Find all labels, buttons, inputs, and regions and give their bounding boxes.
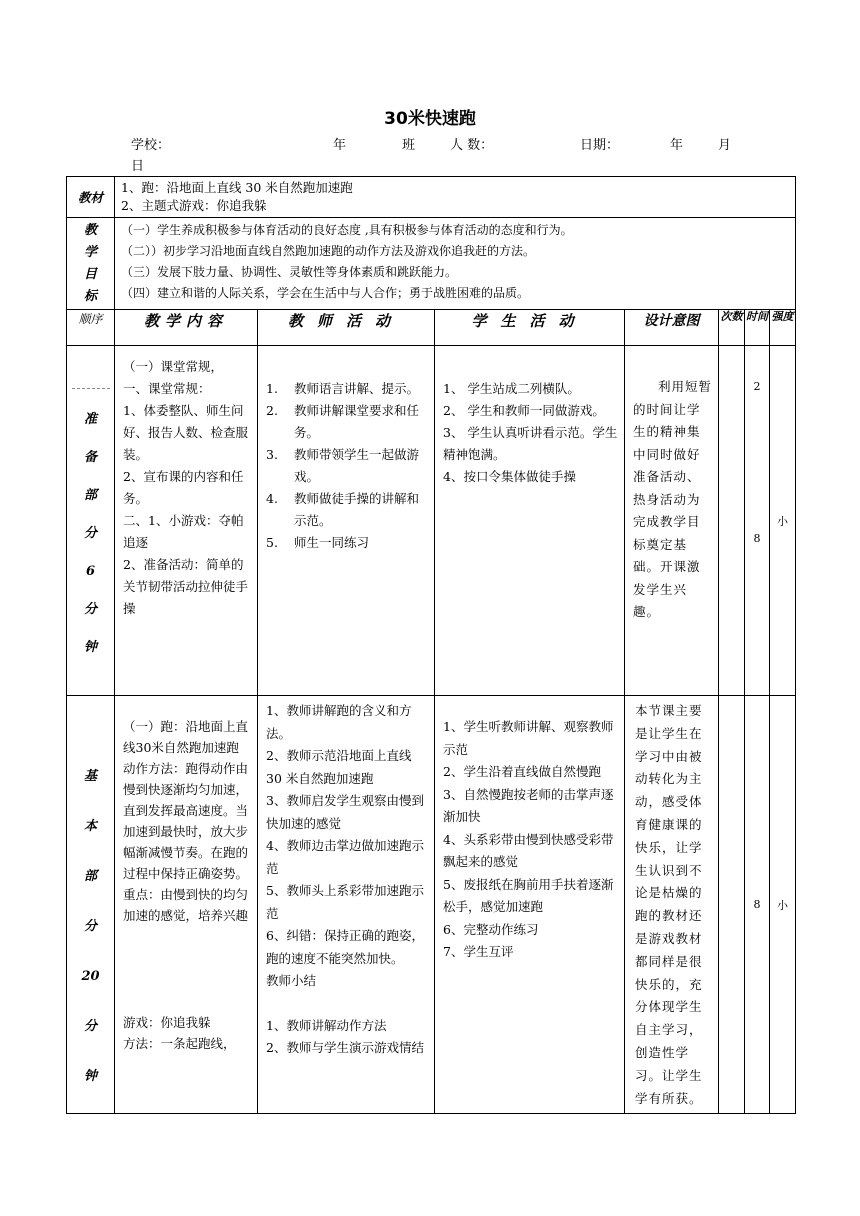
basic-design: 本节课主要是让学生在学习中由被动转化为主动，感受体育健康课的快乐，让学生认识到不论是枯燥的跑的教材还是游戏教材都同样是很快乐的，充分体现学生自主学习，创造性学习。让学生学有所获。 <box>625 696 719 1114</box>
prep-label-char: 准 <box>83 412 97 427</box>
goals-row <box>67 218 796 310</box>
basic-label-char: 部 <box>83 869 97 884</box>
decorative-mark <box>72 388 110 393</box>
header-content: 教学内容 <box>115 310 258 346</box>
prep-design: 利用短暂的时间让学生的精神集中同时做好准备活动、热身活动为完成教学目标奠定基础。开课激发学生兴趣。 <box>625 346 719 696</box>
year-label: 年 <box>670 138 684 153</box>
goals-cell <box>115 218 796 310</box>
prep-content-line: 二、1、小游戏：夺帕追逐 <box>123 513 244 550</box>
prep-label-char: 备 <box>83 450 97 465</box>
prep-label-char: 分 <box>83 602 97 617</box>
header-order: 顺序 <box>67 310 115 346</box>
basic-student-line: 7、学生互评 <box>443 944 514 959</box>
prep-content-line: 1、体委整队、师生问好、报告人数、检查服装。 <box>123 403 249 462</box>
basic-teacher-line <box>266 993 428 1015</box>
goal-line: （一）学生养成积极参与体育活动的良好态度 ,具有积极参与体育活动的态度和行为。 <box>121 223 573 237</box>
prep-student-line: 3、 学生认真听讲看示范。学生精神饱满。 <box>443 425 618 462</box>
materials-label: 教材 <box>67 177 115 218</box>
basic-label-char: 分 <box>83 919 97 934</box>
basic-teacher <box>258 696 435 1114</box>
goals-label-char: 学 <box>83 244 97 260</box>
prep-content-line: 一、课堂常规： <box>123 381 211 396</box>
prep-time-bottom: 8 <box>753 532 761 545</box>
prep-section-label <box>67 346 115 696</box>
date-label: 日期： <box>580 138 620 153</box>
basic-student-line: 1、学生听教师讲解、观察教师示范 <box>443 719 614 757</box>
goal-line: （三）发展下肢力量、协调性、灵敏性等身体素质和跳跃能力。 <box>121 265 458 279</box>
goal-line: （四）建立和谐的人际关系，学会在生活中与人合作；勇于战胜困难的品质。 <box>121 286 530 300</box>
basic-content-line: 动作方法：跑得动作由慢到快逐渐均匀加速，直到发挥最高速度。当加速到最快时，放大步幅渐减慢节奏。在跑的过程中保持正确姿势。 <box>123 761 249 881</box>
basic-label-char: 分 <box>83 1019 97 1034</box>
basic-teacher-line: 2、教师示范沿地面上直线 30 米自然跑加速跑 <box>266 748 412 786</box>
basic-section-row <box>67 696 796 1114</box>
basic-teacher-line: 1、教师讲解动作方法 <box>266 1017 387 1033</box>
basic-times <box>719 696 745 1114</box>
basic-content-line: 方法：一条起跑线， <box>123 1036 236 1051</box>
header-intensity: 强度 <box>770 310 796 346</box>
goal-line: （二））初步学习沿地面直线自然跑加速跑的动作方法及游戏你追我赶的方法。 <box>121 244 536 258</box>
prep-teacher-item: 2. 教师讲解课堂要求和任务。 <box>266 403 420 440</box>
prep-time <box>745 346 770 696</box>
basic-teacher-line: 4、教师边击掌边做加速跑示范 <box>266 838 424 876</box>
basic-student-line: 3、自然慢跑按老师的击掌声逐渐加快 <box>443 786 614 824</box>
school-label: 学校： <box>131 138 171 153</box>
basic-teacher-line: 3、教师启发学生观察由慢到快加速的感觉 <box>266 793 424 831</box>
basic-content-line: 游戏：你追我躲 <box>123 1015 211 1030</box>
prep-teacher <box>258 346 435 696</box>
basic-teacher-line: 5、教师头上系彩带加速跑示范 <box>266 883 424 921</box>
prep-label-char: 分 <box>83 526 97 541</box>
prep-label-char: 6 <box>85 564 96 579</box>
basic-label-char: 基 <box>83 769 97 784</box>
prep-content <box>115 346 258 696</box>
header-teacher: 教师活动 <box>258 310 435 346</box>
basic-content-line: （一）跑：沿地面上直线30米自然跑加速跑 <box>123 719 249 755</box>
basic-student <box>435 696 625 1114</box>
basic-teacher-line: 6、纠错：保持正确的跑姿，跑的速度不能突然加快。 <box>266 928 424 966</box>
goals-label-char: 教 <box>83 222 97 238</box>
basic-student-line: 2、学生沿着直线做自然慢跑 <box>443 764 601 779</box>
goals-label-char: 标 <box>83 288 97 304</box>
prep-student <box>435 346 625 696</box>
basic-teacher-line: 1、教师讲解跑的含义和方法。 <box>266 703 412 741</box>
basic-label-char: 钟 <box>83 1069 97 1084</box>
prep-label-char: 钟 <box>83 640 97 655</box>
prep-teacher-item: 1. 教师语言讲解、提示。 <box>266 381 420 396</box>
day-label: 日 <box>131 159 145 174</box>
header-times: 次数 <box>719 310 745 346</box>
basic-student-line: 5、废报纸在胸前用手扶着逐渐松手，感觉加速跑 <box>443 876 614 914</box>
prep-content-line: 2、宣布课的内容和任务。 <box>123 469 244 506</box>
basic-section-label <box>67 696 115 1114</box>
basic-student-line: 6、完整动作练习 <box>443 921 539 937</box>
prep-label-char: 部 <box>83 488 97 503</box>
materials-cell <box>115 177 796 218</box>
basic-label-char: 20 <box>81 969 100 984</box>
prep-intensity: 小 <box>770 346 796 696</box>
prep-student-line: 4、按口令集体做徒手操 <box>443 469 576 484</box>
page-title: 30米快速跑 <box>384 109 476 129</box>
grade-label: 年 <box>333 138 347 153</box>
materials-line: 1、跑：沿地面上直线 30 米自然跑加速跑 <box>121 180 353 195</box>
prep-student-line: 1、 学生站成二列横队。 <box>443 381 580 396</box>
goals-label-char: 目 <box>83 266 97 282</box>
basic-content-line: 重点：由慢到快的均匀加速的感觉，培养兴趣 <box>123 887 249 923</box>
header-row <box>67 310 796 346</box>
basic-student-line: 4、头系彩带由慢到快感受彩带飘起来的感觉 <box>443 831 614 869</box>
basic-time: 8 <box>745 696 770 1114</box>
prep-teacher-item: 3. 教师带领学生一起做游戏。 <box>266 447 420 484</box>
materials-line: 2、主题式游戏：你追我躲 <box>121 198 267 213</box>
basic-label-char: 本 <box>83 819 97 834</box>
count-label: 人 数： <box>450 138 494 153</box>
prep-content-line: 2、准备活动：简单的关节韧带活动拉伸徒手操 <box>123 557 249 616</box>
materials-row <box>67 177 796 218</box>
basic-intensity: 小 <box>770 696 796 1114</box>
prep-teacher-item: 5. 师生一同练习 <box>266 535 370 550</box>
goals-label <box>67 218 115 310</box>
lesson-plan-table <box>66 176 796 1114</box>
header-student: 学生活动 <box>435 310 625 346</box>
prep-teacher-item: 4. 教师做徒手操的讲解和示范。 <box>266 491 420 528</box>
header-design: 设计意图 <box>625 310 719 346</box>
prep-content-line: （一）课堂常规， <box>123 359 224 374</box>
basic-teacher-line: 2、教师与学生演示游戏情结 <box>266 1040 424 1055</box>
prep-time-top: 2 <box>753 380 761 393</box>
header-time: 时间 <box>745 310 770 346</box>
basic-content <box>115 696 258 1114</box>
basic-teacher-line: 教师小结 <box>266 973 317 988</box>
prep-times <box>719 346 745 696</box>
month-label: 月 <box>718 138 732 153</box>
prep-section-row <box>67 346 796 696</box>
class-label: 班 <box>402 138 416 153</box>
prep-student-line: 2、 学生和教师一同做游戏。 <box>443 403 605 418</box>
